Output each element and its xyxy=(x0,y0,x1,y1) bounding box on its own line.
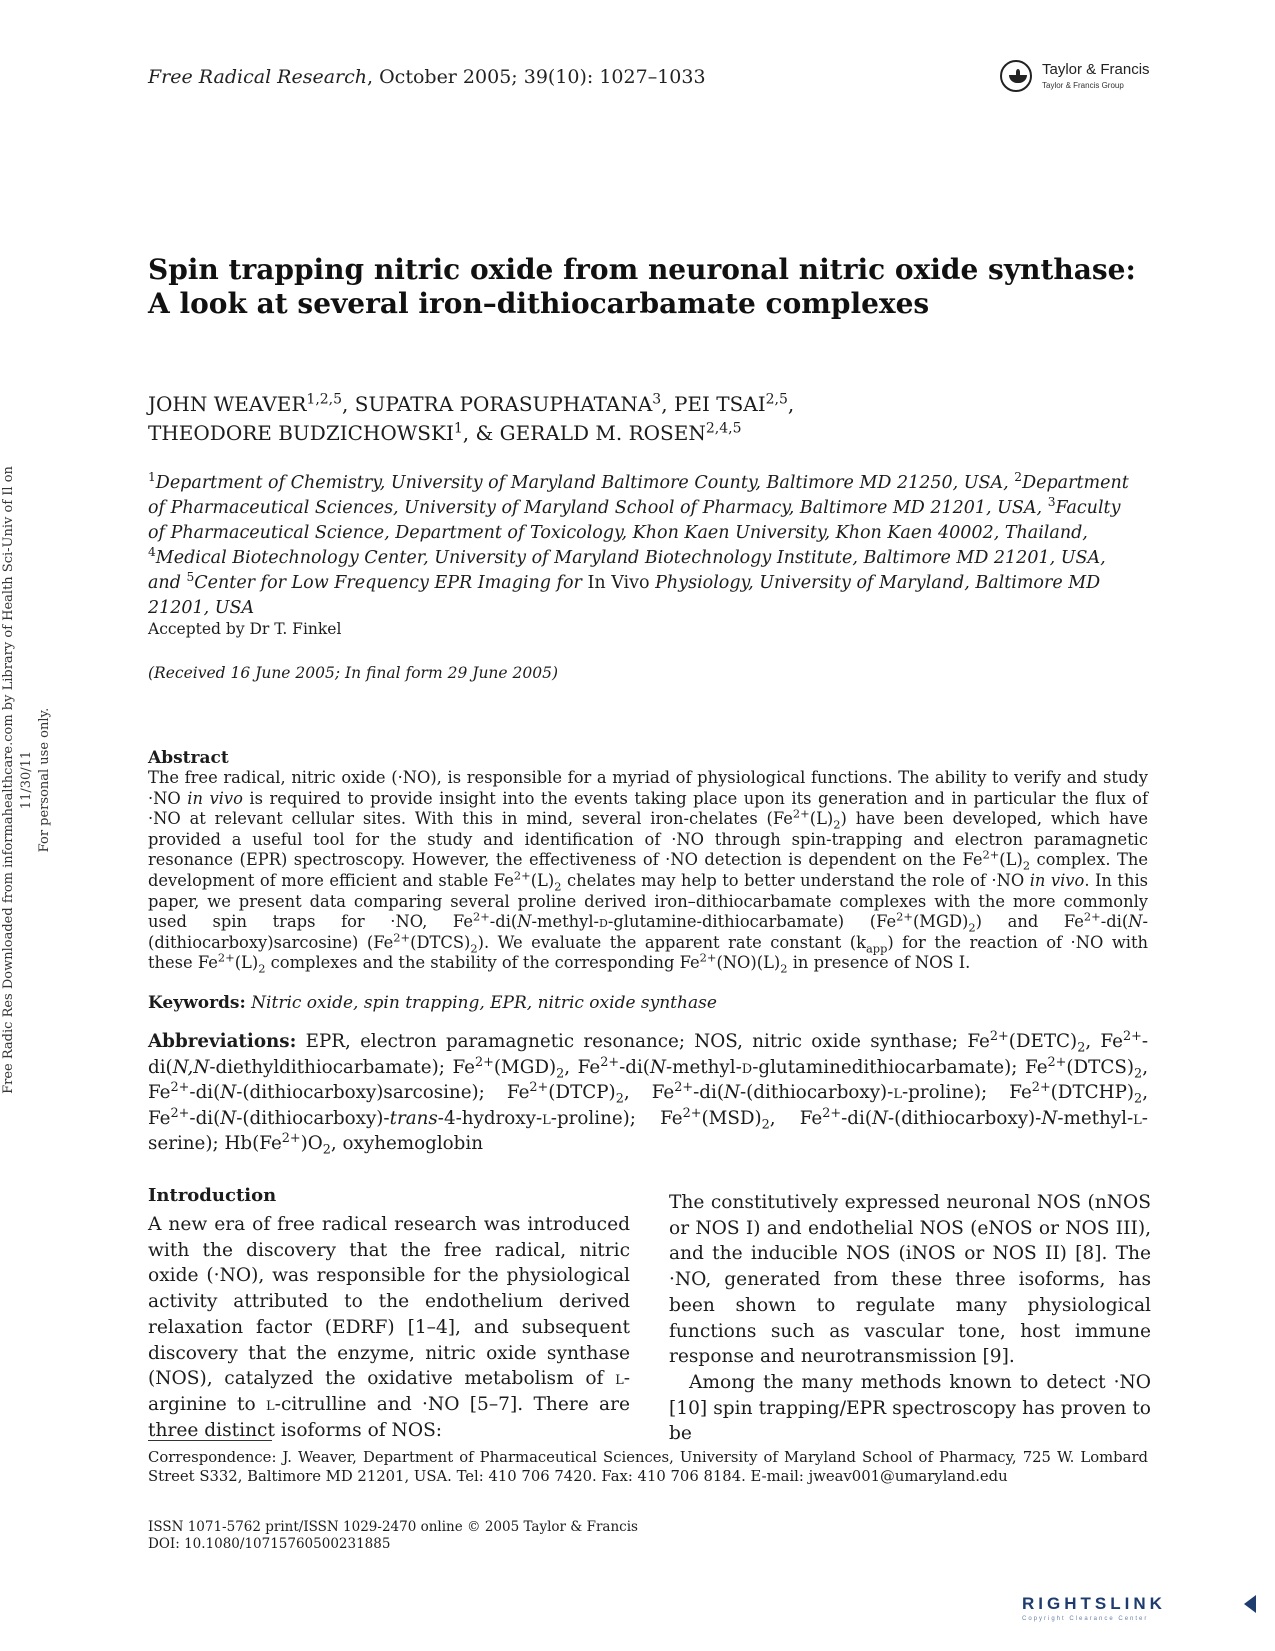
affiliations xyxy=(148,471,1138,621)
affiliation-number: 3 xyxy=(1047,495,1056,510)
author-name: PEI TSAI xyxy=(673,392,766,416)
rightslink-logo[interactable] xyxy=(1022,1590,1260,1632)
lamp-icon xyxy=(1000,60,1032,92)
affiliation-text: In Vivo xyxy=(587,573,650,593)
issn-block xyxy=(148,1519,638,1553)
author-separator: , xyxy=(787,392,795,416)
introduction-paragraph: The constitutively expressed neuronal NOS (nNOS or NOS I) and endothelial NOS (eNOS or NOS III), and the inducible NOS (iNOS or NOS II) [8]. The ·NO, generated from these three isoforms, has been shown to regulate many physiological functions such as vascular tone, host immune response and neurotransmission [9]. xyxy=(669,1192,1151,1368)
author-name: SUPATRA PORASUPHATANA xyxy=(354,392,653,416)
keywords xyxy=(148,993,1148,1013)
introduction-heading: Introduction xyxy=(148,1185,277,1206)
affiliation-number: 1 xyxy=(148,470,156,485)
affiliation-number: 4 xyxy=(148,545,156,560)
keywords-text: Nitric oxide, spin trapping, EPR, nitric oxide synthase xyxy=(251,993,717,1013)
author-affiliation-marks: 1 xyxy=(453,420,463,437)
publisher-name: Taylor & Francis xyxy=(1042,61,1150,78)
rightslink-tagline: Copyright Clearance Center xyxy=(1022,1616,1149,1622)
author-list xyxy=(148,390,1138,448)
abstract-heading: Abstract xyxy=(148,748,229,768)
author-name: GERALD M. ROSEN xyxy=(499,421,706,445)
affiliation-text: Medical Biotechnology Center, University of Maryland Biotechnology Institute, Baltimore MD 21201, USA, and xyxy=(148,548,1106,593)
abstract-text: The free radical, nitric oxide (·NO), is responsible for a myriad of physiological functions. The ability to verify and study ·NO in vivo is required to provide insight into the events taking place upon its generation and in particular the flux of ·NO at relevant cellular sites. With this in mind, several iron-chelates $(Fe^{2+}(L)_2)$ have been developed, which have provided a useful tool for the study and identification of ·NO through spin-trapping and electron paramagnetic resonance (EPR) spectroscopy. However, the effectiveness of ·NO detection is dependent on the $Fe^{2+}(L)_2$ complex. The development of more efficient and stable $Fe^{2+}(L)_2$ chelates may help to better understand the role of ·NO in vivo. In this paper, we present data comparing several proline derived iron–dithiocarbamate complexes with the more commonly used spin traps for ·NO, $Fe^{2+}-di(N-methyl-d-glutamine-dithiocarbamate)$ $(Fe^{2+}(MGD)_2)$ and $Fe^{2+}-di(N-(dithiocarboxy)sarcosine)$ $(Fe^{2+}(DTCS)_2)$. We evaluate the apparent rate constant $(k_{app})$ for the reaction of ·NO with these $Fe^{2+}(L)_2$ complexes and the stability of the corresponding $Fe^{2+}(NO)(L)_2$ in presence of NOS I. xyxy=(148,768,1149,976)
journal-issue: , October 2005; 39(10): 1027–1033 xyxy=(367,66,706,88)
affiliation-number: 5 xyxy=(186,570,195,585)
introduction-left-column xyxy=(148,1186,630,1443)
affiliation-text: Faculty of Pharmaceutical Science, Department of Toxicology, Khon Kaen University, Khon Kaen 40002, Thailand, xyxy=(148,498,1121,543)
received-dates: (Received 16 June 2005; In final form 29 June 2005) xyxy=(148,664,559,682)
doi-line: DOI: 10.1080/10715760500231885 xyxy=(148,1536,391,1552)
abbreviations-label: Abbreviations: xyxy=(148,1031,297,1052)
footnote-divider xyxy=(148,1440,272,1441)
author-affiliation-marks: 3 xyxy=(652,391,662,408)
publisher-group: Taylor & Francis Group xyxy=(1042,81,1124,90)
paper-title: Spin trapping nitric oxide from neuronal nitric oxide synthase: A look at several iron–dithiocarbamate complexes xyxy=(148,253,1136,320)
author-affiliation-marks: 2,5 xyxy=(765,391,788,408)
author-separator: , & xyxy=(462,421,500,445)
rightslink-wordmark: RIGHTSLINK xyxy=(1022,1594,1166,1613)
watermark-line-1: Free Radic Res Downloaded from informahealthcare.com by Library of Health Sci-Univ of Il on 11/30/11 xyxy=(1,466,34,1094)
watermark-line-2: For personal use only. xyxy=(37,707,52,853)
rightslink-arrow-icon xyxy=(1244,1595,1256,1613)
introduction-right-column xyxy=(669,1190,1151,1447)
journal-name: Free Radical Research xyxy=(148,66,368,88)
introduction-paragraph: Among the many methods known to detect ·NO [10] spin trapping/EPR spectroscopy has proven to be xyxy=(669,1371,1151,1445)
affiliation-text: Center for Low Frequency EPR Imaging for xyxy=(194,573,588,593)
publisher-logo xyxy=(1000,58,1160,98)
affiliation-number: 2 xyxy=(1014,470,1023,485)
author-separator: , xyxy=(342,392,355,416)
abstract-section xyxy=(148,748,1148,974)
correspondence-footnote: Correspondence: J. Weaver, Department of Pharmaceutical Sciences, University of Maryland School of Pharmacy, 725 W. Lombard Street S332, Baltimore MD 21201, USA. Tel: 410 706 7420. Fax: 410 706 8184. E-mail: jweav001@umaryland.edu xyxy=(148,1449,1148,1485)
author-affiliation-marks: 1,2,5 xyxy=(306,391,343,408)
accepted-by: Accepted by Dr T. Finkel xyxy=(148,620,342,638)
author-name: THEODORE BUDZICHOWSKI xyxy=(148,421,454,445)
journal-citation xyxy=(148,66,706,88)
abbreviations: Abbreviations: EPR, electron paramagnetic resonance; NOS, nitric oxide synthase; $Fe^{2+}(DETC)_2$, $Fe^{2+}-di(N,N-diethyldithiocarbamate)$; $Fe^{2+}(MGD)_2$, $Fe^{2+}-di(N-methyl-d-glutaminedithiocarbamate)$; $Fe^{2+}(DTCS)_2$, $Fe^{2+}-di(N-(dithiocarboxy)sarcosine)$; $Fe^{2+}(DTCP)_2$, $Fe^{2+}-di(N-(dithiocarboxy)-l-proline)$; $Fe^{2+}(DTCHP)_2$, $Fe^{2+}-di(N-(dithiocarboxy)-trans-4-hydroxy-l-proline)$; $Fe^{2+}(MSD)_2$, $Fe^{2+}-di(N-(dithiocarboxy)-N-methyl-l-serine)$; $Hb(Fe^{2+})O_2$, oxyhemoglobin xyxy=(148,1028,1148,1158)
introduction-paragraph: A new era of free radical research was introduced with the discovery that the free radical, nitric oxide (·NO), was responsible for the physiological activity attributed to the endothelium derived relaxation factor (EDRF) [1–4], and subsequent discovery that the enzyme, nitric oxide synthase (NOS), catalyzed the oxidative metabolism of l-arginine to l-citrulline and ·NO [5–7]. There are three distinct isoforms of NOS: xyxy=(148,1214,630,1441)
affiliation-text: Department of Chemistry, University of Maryland Baltimore County, Baltimore MD 21250, USA, xyxy=(155,473,1015,493)
author-separator: , xyxy=(661,392,674,416)
download-watermark xyxy=(0,450,60,1110)
affiliation-text: Physiology, University of Maryland, Baltimore MD 21201, USA xyxy=(148,573,1101,618)
issn-line: ISSN 1071-5762 print/ISSN 1029-2470 online © 2005 Taylor & Francis xyxy=(148,1519,638,1535)
keywords-label: Keywords: xyxy=(148,993,246,1013)
author-affiliation-marks: 2,4,5 xyxy=(705,420,742,437)
author-name: JOHN WEAVER xyxy=(148,392,307,416)
affiliation-text: Department of Pharmaceutical Sciences, University of Maryland School of Pharmacy, Baltimore MD 21201, USA, xyxy=(148,473,1129,518)
